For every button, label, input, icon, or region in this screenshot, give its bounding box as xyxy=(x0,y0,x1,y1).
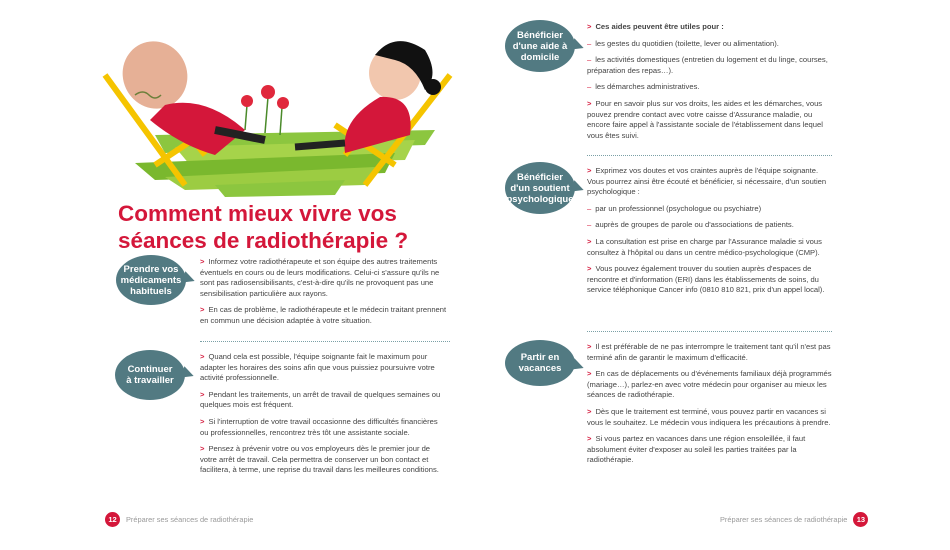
section-travailler xyxy=(200,352,448,482)
page-title xyxy=(118,200,448,254)
section-medicaments xyxy=(200,257,448,333)
bubble-line: d'un soutient xyxy=(510,182,570,194)
paragraph: > En cas de déplacements ou d'événements familiaux déjà programmés (mariage…), parlez-en avec votre médecin pour organiser au mieux les séances de radiothérapie. xyxy=(587,369,832,400)
footer-text: Préparer ses séances de radiothérapie xyxy=(126,515,254,524)
paragraph: > Pensez à prévenir votre ou vos employeurs dès le premier jour de votre arrêt de travail. Cela permettra de conserver un bon contact et facilitera, à terme, une reprise du travail dans les meilleures conditions. xyxy=(200,444,439,475)
bubble-line: vacances xyxy=(518,363,562,374)
bubble-line: domicile xyxy=(520,51,560,63)
paragraph: > Exprimez vos doutes et vos craintes auprès de l'équipe soignante. Vous pourrez ainsi être écouté et bénéficier, si nécessaire, d'un soutien psychologique : xyxy=(587,166,827,197)
paragraph: > Vous pouvez également trouver du soutien auprès d'espaces de rencontre et d'information (ERI) dans les établissements de soins, du service téléphonique Cancer info (0810 810 821, prix d'un appel local). xyxy=(587,264,825,295)
bubble-line: psychologique xyxy=(506,193,574,205)
bubble-line: Bénéficier xyxy=(517,171,563,183)
paragraph: > Si l'interruption de votre travail occasionne des difficultés financières ou professionnelles, rencontrez très tôt une assistante sociale. xyxy=(200,416,438,437)
paragraph: > Informez votre radiothérapeute et son équipe des autres traitements éventuels en cours ou de leurs modifications. Celui-ci s'assure qu'ils ne sont pas radiosensibilisants, c'est-à-dire qu'ils ne provoquent pas une sensibilisation particulière aux rayons. xyxy=(200,257,440,298)
bubble-line: habituels xyxy=(130,285,172,297)
section-soutien xyxy=(587,166,832,302)
right-page xyxy=(475,0,950,550)
bubble-line: d'une aide à xyxy=(512,40,568,52)
list-item: – les gestes du quotidien (toilette, lever ou alimentation). xyxy=(587,38,779,48)
paragraph: > La consultation est prise en charge par l'Assurance maladie si vous consultez à l'hôpital ou dans un centre médico-psychologique (CMP). xyxy=(587,236,822,257)
footer-text: Préparer ses séances de radiothérapie xyxy=(720,515,848,524)
bubble-line: Continuer xyxy=(127,364,173,375)
paragraph: > Si vous partez en vacances dans une région ensoleillée, il faut absolument éviter d'exposer au soleil les parties traitées par la radiothérapie. xyxy=(587,434,806,465)
flower-icon xyxy=(241,85,289,135)
separator xyxy=(587,155,832,156)
list-item: – par un professionnel (psychologue ou psychiatre) xyxy=(587,203,762,213)
title-line-2: séances de radiothérapie ? xyxy=(118,228,409,253)
section-aide xyxy=(587,22,832,147)
illustration-deckchairs xyxy=(95,35,455,205)
bubble-line: médicaments xyxy=(120,274,182,286)
bubble-line: Partir en xyxy=(520,352,560,363)
paragraph: > Dès que le traitement est terminé, vous pouvez partir en vacances si vous le souhaitez. Le médecin vous indiquera les précautions à prendre. xyxy=(587,406,831,427)
section-vacances xyxy=(587,342,832,472)
bubble-line: Prendre vos xyxy=(123,263,179,275)
bubble-soutien xyxy=(505,162,575,214)
page-number: 12 xyxy=(105,512,120,527)
list-item: – les démarches administratives. xyxy=(587,82,700,92)
bubble-aide xyxy=(505,20,575,72)
paragraph: > Il est préférable de ne pas interrompre le traitement tant qu'il n'est pas terminé afin de garantir le maximum d'efficacité. xyxy=(587,342,831,362)
list-item: – auprès de groupes de parole ou d'associations de patients. xyxy=(587,220,794,230)
paragraph: > Pendant les traitements, un arrêt de travail de quelques semaines ou quelques mois est fréquent. xyxy=(200,389,441,410)
page-number: 13 xyxy=(853,512,868,527)
title-line-1: Comment mieux vivre vos xyxy=(118,201,397,226)
footer-left xyxy=(105,512,253,527)
bubble-line: Bénéficier xyxy=(517,29,563,41)
separator xyxy=(200,341,450,342)
separator xyxy=(587,331,832,332)
list-item: – les activités domestiques (entretien du logement et du linge, courses, préparation des repas…). xyxy=(587,55,828,75)
bubble-line: à travailler xyxy=(126,375,174,386)
paragraph: > Ces aides peuvent être utiles pour : xyxy=(587,22,724,31)
bubble-vacances xyxy=(505,340,575,386)
paragraph: > Pour en savoir plus sur vos droits, les aides et les démarches, vous pouvez prendre contact avec votre caisse d'Assurance maladie, ou encore faire appel à l'assistante sociale de l'établissement dans lequel vous êtes suivi. xyxy=(587,98,823,140)
paragraph: > Quand cela est possible, l'équipe soignante fait le maximum pour adapter les horaires des soins afin que vous puissiez poursuivre votre activité professionnelle. xyxy=(200,352,435,383)
footer-right xyxy=(720,512,868,527)
bubble-travailler xyxy=(115,350,185,400)
bubble-medicaments xyxy=(116,255,186,305)
paragraph: > En cas de problème, le radiothérapeute et le médecin traitant prennent en commun une décision adaptée à votre situation. xyxy=(200,305,447,325)
